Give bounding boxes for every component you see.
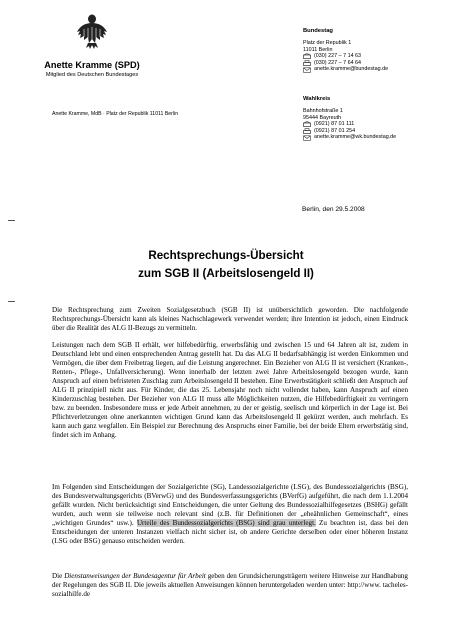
- document-title-line1: Rechtsprechungs-Übersicht: [148, 249, 304, 262]
- fold-mark: [8, 301, 15, 302]
- wahlkreis-city: 95444 Bayreuth: [303, 114, 342, 121]
- fold-mark: [8, 220, 15, 221]
- email-icon: [303, 135, 314, 141]
- phone-icon: [303, 121, 314, 127]
- date-line: Berlin, den 29.5.2008: [302, 206, 365, 213]
- bundestag-heading: Bundestag: [303, 28, 333, 34]
- bundestag-street: Platz der Republik 1: [303, 40, 352, 46]
- paragraph-instructions-text: geben den Grundsicherungsträgern weitere Hinweise zur Handhabung der Regelungen des SGB II. Die jeweils aktuellen Anweisungen können heruntergeladen werden unter: http://www. tacheles-sozialhilfe.de: [52, 572, 408, 599]
- paragraph-instructions: [52, 572, 408, 599]
- paragraph-court-decisions-text: Im Folgenden sind Entscheidungen der Sozialgerichte (SG), Landessozialgerichte (LSG), des Bundessozialgerichts (BSG), des Bundesverwaltungsgerichts (BVerwG) und des Bundesverfassungsgerichts (BVerfG) aufgeführt, die nach dem 1.1.2004 gefällt wurden. Nicht berücksichtigt sind Entscheidungen, die unter Geltung des Bundessozialhilfegesetzes (BSHG) gefällt wurden, auch wenn sie teilweise noch relevant sind (z.B. für Definitionen der „eheähnlichen Gemeinschaft“, eines „wichtigen Grundes“ usw.).: [52, 483, 408, 528]
- paragraph-court-decisions: [52, 483, 408, 546]
- paragraph-intro: Die Rechtsprechung zum Zweiten Sozialgesetzbuch (SGB II) ist unübersichtlich geworden. Die nachfolgende Rechtsprechungs-Übersicht kann als kleines Nachschlagewerk verwendet werden; ihre Intention ist jedoch, einen Eindruck über die Realität des ALG II-Bezugs zu vermitteln.: [52, 306, 408, 333]
- paragraph-instructions-prefix: Die: [52, 572, 65, 580]
- sender-subtitle: Mitglied des Deutschen Bundestages: [45, 72, 139, 78]
- paragraph-court-decisions-tail: Zu beachten ist, dass bei den Entscheidungen der unteren Instanzen vielfach nicht sicher ist, ob andere Gerichte derselben oder einer höheren Instanz (LSG oder BSG) genauso entscheiden werden.: [52, 519, 408, 546]
- bundestag-phone: (030) 227 – 7 14 63: [314, 53, 362, 60]
- wahlkreis-fax-row: [303, 128, 396, 135]
- paragraph-instructions-italic: Dienstanweisungen der Bundesagentur für Arbeit: [64, 572, 206, 580]
- fax-icon: [303, 128, 314, 134]
- return-address: Anette Kramme, MdB · Platz der Republik 11011 Berlin: [52, 111, 179, 117]
- bundestag-fax-row: [303, 60, 388, 67]
- fax-icon: [303, 60, 314, 66]
- bundestag-phone-row: [303, 53, 388, 60]
- phone-icon: [303, 53, 314, 59]
- bsg-highlight-note: Urteile des Bundessozialgerichts (BSG) sind grau unterlegt.: [136, 519, 316, 528]
- document-title-line2: zum SGB II (Arbeitslosengeld II): [138, 267, 314, 280]
- sender-name: Anette Kramme (SPD): [44, 60, 140, 70]
- wahlkreis-street: Bahnhofstraße 1: [303, 108, 343, 114]
- bundestag-eagle-icon: [72, 10, 112, 50]
- bundestag-address-block: [303, 28, 388, 73]
- bundestag-email[interactable]: anette.kramme@bundestag.de: [314, 66, 389, 73]
- wahlkreis-phone-row: [303, 121, 396, 128]
- paragraph-overview: Leistungen nach dem SGB II erhält, wer hilfebedürftig, erwerbsfähig und zwischen 15 und 64 Jahren alt ist, zudem in Deutschland lebt und einen entsprechenden Antrag gestellt hat. Da das ALG II bedarfsabhängig ist werden Einkommen und Vermögen, die über dem Freibetrag liegen, auf die Leistung angerechnet. Ein Bezieher von ALG II ist versichert (Kranken-, Renten-, Pflege-, Unfallversicherung). Wenn innerhalb der letzten zwei Jahre Arbeitslosengeld bezogen wurde, kann Anspruch auf einen befristeten Zuschlag zum Arbeitslosengeld II bestehen. Eine Erwerbstätigkeit schließt den Anspruch auf ALG II prinzipiell nicht aus. Für Kinder, die das 25. Lebensjahr noch nicht vollendet haben, kann Anspruch auf einen Kinderzuschlag bestehen. Der Bezieher von ALG II muss alle Möglichkeiten nutzen, die Hilfebedürftigkeit zu verringern bzw. zu beenden. Insbesondere muss er jede Arbeit annehmen, zu der er geistig, seelisch und körperlich in der Lage ist. Bei Pflichtverletzungen ohne anerkannten wichtigen Grund kann das Arbeitslosengeld II gekürzt werden, auch mehrfach. Es kann auch ganz wegfallen. Ein Beispiel zur Berechnung des Anspruchs einer Familie, bei der beide Eltern erwerbstätig sind, findet sich im Anhang.: [52, 341, 408, 440]
- wahlkreis-fax: (0921) 87 01 254: [314, 127, 356, 134]
- wahlkreis-email-row[interactable]: [303, 134, 396, 141]
- bundestag-email-row[interactable]: [303, 66, 388, 73]
- wahlkreis-email[interactable]: anette.kramme@wk.bundestag.de: [314, 134, 397, 141]
- email-icon: [303, 67, 314, 73]
- wahlkreis-address-block: [303, 96, 396, 141]
- bundestag-city: 11011 Berlin: [303, 46, 333, 53]
- wahlkreis-phone: (0921) 87 01 111: [314, 121, 355, 128]
- bundestag-fax: (030) 227 – 7 64 64: [314, 59, 362, 66]
- wahlkreis-heading: Wahlkreis: [303, 96, 331, 102]
